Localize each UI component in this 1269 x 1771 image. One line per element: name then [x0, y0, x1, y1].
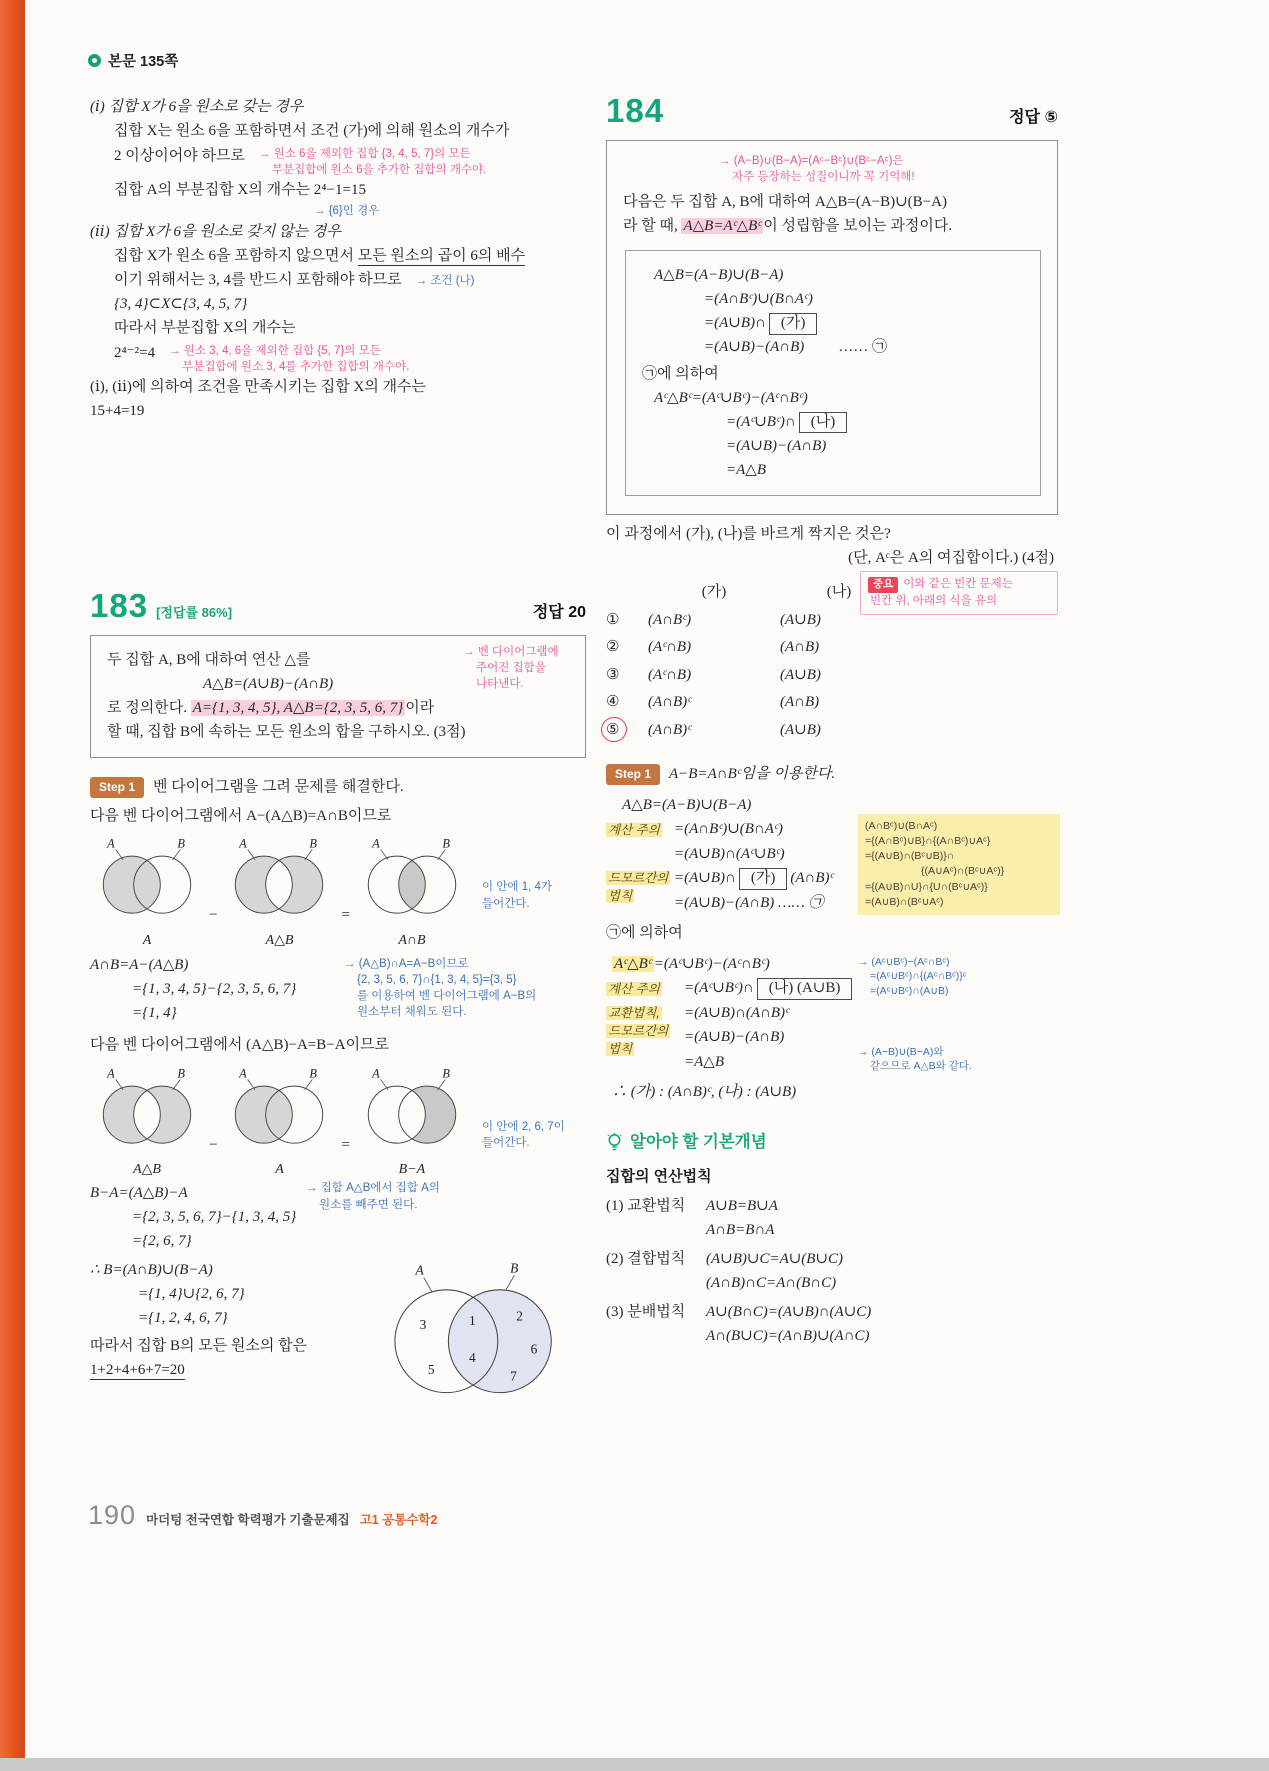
- correct-rate-badge: [정답률 86%]: [156, 604, 233, 620]
- blank-na-answer: (A∪B): [796, 980, 841, 997]
- page-number: 190: [88, 1500, 137, 1530]
- annotation-line: =(Aᶜ∪Bᶜ)∩{(Aᶜ∩Bᶜ)}ᶜ: [870, 970, 967, 983]
- choice-number-circled-answer: ⑤: [606, 719, 648, 742]
- footer-subject-tag: 고1 공통수학2: [359, 1513, 438, 1527]
- eq2-line3: ={2, 6, 7}: [132, 1233, 192, 1250]
- blank-na: (나): [799, 412, 847, 434]
- circle-b-label: B: [442, 1066, 450, 1081]
- label-text: 법칙: [608, 1041, 633, 1056]
- case2-line2: [90, 269, 586, 292]
- label-text: 법칙: [608, 889, 633, 904]
- venn-row-2-intro: 다음 벤 다이어그램에서 (A△B)−A=B−A이므로: [90, 1037, 390, 1054]
- step-1-row: [606, 763, 1058, 786]
- annotation-subtract-a: [306, 1180, 440, 1212]
- venn-diagram-set-a-2: [222, 1065, 336, 1151]
- label-text: 계산 주의: [608, 982, 660, 997]
- problem-number: 183: [90, 586, 149, 624]
- important-text-1: 이와 같은 빈칸 문제는: [903, 578, 1013, 591]
- question-line-2-highlight: A={1, 3, 4, 5}, A△B={2, 3, 5, 6, 7}: [192, 700, 404, 717]
- ynote-line: ={(A∪B)∩U}∩{U∩(Bᶜ∪Aᶜ)}: [865, 880, 988, 893]
- sol-line-1: A△B=(A−B)∪(B−A): [622, 796, 752, 813]
- step-1-badge: Step 1: [90, 777, 144, 798]
- venn-set-a-2: [222, 1065, 336, 1181]
- annotation-line: 이 안에 1, 4가: [482, 881, 553, 894]
- annotation-line: 같으므로 A△B와 같다.: [870, 1060, 972, 1073]
- concept-header: [606, 1130, 1058, 1155]
- solution-conclusion: ∴ (가) : (A∩B)ᶜ, (나) : (A∪B): [612, 1084, 797, 1101]
- case1-line2: 2 이상이어야 하므로: [114, 148, 245, 164]
- venn-diagram-b-minus-a: [355, 1065, 469, 1151]
- question-prompt: 이 과정에서 (가), (나)를 바르게 짝지은 것은?: [606, 525, 891, 542]
- case2-line1-pre: 집합 X가 원소 6을 포함하지 않으면서: [114, 247, 358, 264]
- answer-label: 정답 20: [532, 603, 586, 621]
- venn-caption: A△B: [133, 1162, 161, 1178]
- element-4: 4: [468, 1349, 476, 1365]
- circle-b-label: B: [309, 1066, 318, 1081]
- choice-number: ③: [606, 666, 620, 683]
- annotation-line: 나타낸다.: [476, 678, 524, 691]
- operator-minus: −: [209, 907, 218, 924]
- equations-1: [90, 953, 330, 1027]
- column-na-header: (나): [826, 584, 852, 601]
- venn-diagram-final: [372, 1261, 568, 1405]
- shaded-region-symdiff: [236, 857, 323, 914]
- choice-na: (A∪B): [780, 611, 821, 628]
- column-ga-header: (가): [701, 584, 727, 601]
- derivation-line-4-tail: …… ㉠: [838, 339, 888, 356]
- law-associative-2: (A∩B)∩C=A∩(B∩C): [706, 1275, 837, 1292]
- answer-choices: [606, 578, 1058, 741]
- step-1-badge: Step 1: [606, 764, 660, 785]
- eq3-line3: ={1, 2, 4, 6, 7}: [138, 1309, 228, 1326]
- mid-line: ㉠에 의하여: [606, 925, 683, 942]
- sol-line-3: =(A∪B)∩(Aᶜ∪Bᶜ): [674, 845, 785, 862]
- step-1-row: [90, 776, 586, 799]
- law-distributive-2: A∩(B∪C)=(A∩B)∪(A∩C): [706, 1328, 870, 1345]
- venn-caption: A△B: [265, 932, 294, 948]
- venn-row-2: [90, 1065, 586, 1181]
- venn-caption: A: [142, 932, 152, 948]
- element-6: 6: [530, 1341, 538, 1357]
- ynote-line: (A∩Bᶜ)∪(B∩Aᶜ): [865, 819, 938, 832]
- venn-row-1: [90, 835, 586, 951]
- sol-line-6: [606, 953, 1058, 976]
- answer-label: 정답 ⑤: [1009, 109, 1058, 126]
- ynote-line: ={(A∪B)∩(Bᶜ∪B)}∩: [865, 850, 955, 863]
- case1-title: (ⅰ) 집합 X가 6을 원소로 갖는 경우: [90, 98, 304, 115]
- case2-title: (ⅱ) 집합 X가 6을 원소로 갖지 않는 경우: [90, 223, 341, 240]
- annotation-line: =(Aᶜ∪Bᶜ)∩(A∪B): [870, 985, 949, 998]
- derivation-line-2: =(A∩Bᶜ)∪(B∩Aᶜ): [704, 291, 813, 308]
- case2-line3: {3, 4}⊂X⊂{3, 4, 5, 7}: [114, 295, 248, 312]
- case2-line5-row: [90, 341, 586, 375]
- sol-line-6-eq: =(Aᶜ∪Bᶜ)−(Aᶜ∩Bᶜ): [653, 955, 770, 972]
- venn-diagram-intersection: [355, 835, 469, 921]
- right-column: [606, 94, 1058, 1348]
- ynote-line: {(A∪Aᶜ)∩(Bᶜ∪Aᶜ)}: [921, 865, 1005, 878]
- sum-equation: 1+2+4+6+7=20: [90, 1362, 185, 1379]
- left-column: [90, 94, 586, 1441]
- annotation-alternative-method: [344, 956, 536, 1020]
- problem-183-header: [90, 586, 586, 625]
- annotation-line: → (A−B)∪(B−A)와: [858, 1045, 944, 1058]
- derivation-line-4-text: =(A∪B)−(A∩B): [704, 339, 805, 356]
- annotation-case-6: → {6}인 경우: [314, 205, 380, 218]
- circle-b-label: B: [177, 1066, 185, 1081]
- annotation-elements-2-6-7: [482, 1119, 592, 1151]
- label-text: 계산 주의: [608, 823, 660, 838]
- derivation-box: [625, 250, 1041, 496]
- annotation-line: → (A△B)∩A=A−B이므로: [344, 957, 469, 970]
- law-commutative: [606, 1195, 1058, 1218]
- problem-184-header: [606, 94, 1058, 130]
- venn-b-minus-a: [355, 1065, 469, 1181]
- sol-line-10: =A△B: [684, 1053, 724, 1070]
- question-line-2-highlight: A△B=Aᶜ△Bᶜ: [683, 218, 762, 235]
- annotation-line: 들어간다.: [482, 1137, 530, 1150]
- choice-ga: (A∩B)ᶜ: [648, 721, 692, 738]
- choice-number: ④: [606, 694, 620, 711]
- choice-number: ②: [606, 639, 620, 656]
- law-distributive: [606, 1301, 1058, 1324]
- blank-na-label: (나): [768, 980, 794, 997]
- bullet-ring-icon: [88, 54, 101, 67]
- question-line-2-pre: 라 할 때,: [623, 218, 682, 235]
- law-label: (1) 교환법칙: [606, 1197, 686, 1214]
- problem-184: [606, 94, 1058, 1348]
- eq2-line1: B−A=(A△B)−A: [90, 1185, 188, 1202]
- venn-diagram-set-a: [90, 835, 204, 921]
- question-equation: A△B=(A∪B)−(A∩B): [203, 676, 334, 693]
- element-2: 2: [516, 1308, 523, 1324]
- venn-caption: A∩B: [398, 932, 426, 948]
- important-badge: 중요: [868, 577, 898, 593]
- venn-intersection: [355, 835, 469, 951]
- case2-line1-underlined: 모든 원소의 곱이 6의 배수: [357, 247, 526, 264]
- circle-a-label: A: [372, 1066, 380, 1081]
- annotation-line: 자주 등장하는 성질이니까 꼭 기억해!: [732, 171, 915, 184]
- ynote-line: ={(A∩Bᶜ)∪B}∩{(A∩Bᶜ)∪Aᶜ}: [865, 834, 991, 847]
- conclusion-line-1: 따라서 집합 B의 모든 원소의 합은: [90, 1338, 308, 1355]
- solution-previous-problem: [90, 96, 586, 423]
- shaded-region-symdiff: [103, 1086, 190, 1143]
- question-line-1: 다음은 두 집합 A, B에 대하여 A△B=(A−B)∪(B−A): [623, 194, 947, 211]
- derivation-line-7-text: =(Aᶜ∪Bᶜ)∩: [726, 413, 796, 430]
- annotation-subsets-with-3-4: [169, 343, 409, 375]
- element-7: 7: [510, 1368, 517, 1384]
- circle-a-label: A: [239, 837, 248, 852]
- annotation-line: → 원소 3, 4, 6을 제외한 집합 {5, 7}의 모든: [169, 344, 381, 357]
- annotation-line: 원소를 빼주면 된다.: [319, 1198, 418, 1211]
- step-1-text: A−B=A∩Bᶜ임을 이용한다.: [669, 766, 836, 783]
- equations-block-1: [90, 953, 586, 1027]
- page-header: [88, 50, 178, 71]
- annotation-elements-1-4: [482, 879, 592, 911]
- law-label: (2) 결합법칙: [606, 1250, 686, 1267]
- derivation-line-6: Aᶜ△Bᶜ=(Aᶜ∪Bᶜ)−(Aᶜ∩Bᶜ): [654, 389, 808, 406]
- question-line-2: [623, 215, 1043, 238]
- element-1: 1: [468, 1312, 476, 1328]
- label-text: 드모르간의: [608, 871, 669, 886]
- annotation-condition-na: → 조건 (나): [415, 274, 475, 287]
- sol-line-7-eq: =(Aᶜ∪Bᶜ)∩: [684, 980, 754, 997]
- derivation-line-9: =A△B: [726, 461, 766, 478]
- law-formula: (A∪B)∪C=A∪(B∪C): [706, 1250, 844, 1267]
- annotation-line: → 원소 6을 제외한 집합 {3, 4, 5, 7}의 모든: [258, 147, 471, 160]
- lightbulb-icon: [606, 1132, 623, 1152]
- circle-b-label: B: [177, 837, 185, 852]
- circle-a-label: A: [372, 837, 380, 852]
- question-line-3: 할 때, 집합 B에 속하는 모든 원소의 합을 구하시오. (3점): [107, 724, 466, 741]
- circle-a-label: A: [239, 1066, 248, 1081]
- label-calculation-caution-2: [606, 980, 676, 998]
- blank-ga-filled: (가): [739, 868, 787, 890]
- choice-na: (A∪B): [780, 721, 821, 738]
- circle-a-label: A: [415, 1262, 424, 1278]
- equations-block-2: [90, 1182, 586, 1253]
- problem-183: [90, 586, 586, 1441]
- annotation-line: 부분집합에 원소 3, 4를 추가한 집합의 개수야.: [182, 360, 410, 373]
- annotation-line: 들어간다.: [482, 897, 530, 910]
- law-associative: [606, 1248, 1058, 1271]
- annotation-venn-sets: [463, 644, 575, 692]
- page-spine-stripe: [0, 0, 25, 1771]
- choice-row-4: [606, 691, 1058, 714]
- case2-line2-text: 이기 위해서는 3, 4를 반드시 포함해야 하므로: [114, 271, 402, 288]
- derivation-line-7: [642, 411, 1024, 434]
- annotation-line: → 집합 A△B에서 집합 A의: [306, 1182, 440, 1195]
- circle-b-label: B: [510, 1260, 519, 1276]
- element-3: 3: [419, 1316, 427, 1332]
- venn-final: [372, 1261, 568, 1413]
- derivation-line-5: ㉠에 의하여: [642, 365, 719, 382]
- annotation-subsets-with-6: [259, 146, 486, 178]
- annotation-line: → (Aᶜ∪Bᶜ)−(Aᶜ∩Bᶜ): [858, 955, 950, 968]
- concept-subtitle: 집합의 연산법칙: [606, 1168, 712, 1186]
- annotation-property-reminder: [623, 153, 1043, 185]
- sol-line-2: [606, 818, 1058, 841]
- problem-184-question-box: [606, 140, 1058, 515]
- circle-a-label: A: [107, 1066, 115, 1081]
- venn-symmetric-difference: [222, 835, 336, 951]
- element-5: 5: [427, 1362, 435, 1378]
- eq2-line2: ={2, 3, 5, 6, 7}−{1, 3, 4, 5}: [132, 1209, 297, 1226]
- choice-number: ①: [606, 611, 620, 628]
- problem-183-question-box: [90, 635, 586, 759]
- law-commutative-2: A∩B=B∩A: [706, 1222, 775, 1239]
- concept-title: 알아야 할 기본개념: [630, 1132, 767, 1151]
- choice-na: (A∪B): [780, 666, 821, 683]
- page-bottom-edge: [0, 1758, 1269, 1771]
- question-line-2-post: 이 성립함을 보이는 과정이다.: [763, 218, 953, 235]
- sol-line-2-eq: =(A∩Bᶜ)∪(B∩Aᶜ): [674, 821, 783, 838]
- question-line-2: [107, 697, 571, 720]
- sol-line-9: =(A∪B)−(A∩B): [684, 1029, 785, 1046]
- page-header-label: 본문 135쪽: [108, 54, 179, 70]
- circle-a-label: A: [107, 837, 115, 852]
- blank-na-filled: [757, 978, 853, 1000]
- question-line-2-pre: 로 정의한다.: [107, 700, 191, 717]
- page-footer: [88, 1500, 437, 1531]
- case2-line1: [90, 245, 586, 268]
- venn-caption: B−A: [398, 1162, 426, 1178]
- blank-ga-answer: (A∩B)ᶜ: [790, 870, 834, 887]
- annotation-line: 주어진 집합을: [476, 662, 546, 675]
- operator-minus: −: [209, 1136, 218, 1153]
- law-formula: A∪B=B∪A: [706, 1197, 778, 1214]
- circle-b-label: B: [442, 837, 450, 852]
- venn-diagram-sym-diff: [222, 835, 336, 921]
- law-formula: A∪(B∩C)=(A∪B)∩(A∪C): [706, 1303, 872, 1320]
- concept-box: [606, 1130, 1058, 1348]
- label-calculation-caution: [606, 821, 676, 839]
- annotation-line: 원소부터 채워도 된다.: [357, 1006, 467, 1019]
- venn-diagram-sym-diff-2: [90, 1065, 204, 1151]
- eq1-line1: A∩B=A−(A△B): [90, 957, 189, 974]
- important-note: [860, 571, 1058, 615]
- annotation-line: → 벤 다이어그램에: [463, 645, 559, 658]
- eq3-line2: ={1, 4}∪{2, 6, 7}: [138, 1285, 245, 1302]
- important-text-2: 빈칸 위, 아래의 식을 유의: [870, 595, 998, 608]
- operator-equals: =: [341, 907, 350, 924]
- annotation-line: 를 이용하여 벤 다이어그램에 A−B의: [357, 990, 537, 1003]
- question-line-1: 두 집합 A, B에 대하여 연산 △를: [107, 652, 311, 669]
- derivation-line-1: A△B=(A−B)∪(B−A): [654, 267, 784, 284]
- venn-row-1-intro: 다음 벤 다이어그램에서 A−(A△B)=A∩B이므로: [90, 807, 392, 824]
- annotation-line: → (A−B)∪(B−A)=(Aᶜ−Bᶜ)∪(Bᶜ−Aᶜ)은: [719, 155, 904, 167]
- choice-row-5-correct: [606, 719, 1058, 742]
- sol-line-6-highlight: Aᶜ△Bᶜ: [614, 955, 652, 972]
- operator-equals: =: [341, 1136, 350, 1153]
- problem-number: 184: [606, 92, 665, 129]
- blank-ga: (가): [769, 313, 817, 335]
- eq1-line3: ={1, 4}: [132, 1005, 177, 1022]
- sol-line-7: [606, 977, 1058, 1000]
- eq1-line2: ={1, 3, 4, 5}−{2, 3, 5, 6, 7}: [132, 981, 297, 998]
- question-line-2-post: 이라: [405, 700, 435, 717]
- circle-b-label: B: [309, 837, 318, 852]
- label-text: 교환법칙,: [608, 1005, 660, 1020]
- eq3-line1: ∴ B=(A∩B)∪(B−A): [90, 1261, 213, 1278]
- annotation-line: 부분집합에 원소 6을 추가한 집합의 개수야.: [271, 163, 487, 176]
- step-1-text: 벤 다이어그램을 그려 문제를 해결한다.: [153, 779, 404, 796]
- choice-ga: (A∩Bᶜ): [648, 611, 692, 628]
- venn-caption: A: [275, 1162, 284, 1178]
- conclusion-block: [90, 1259, 586, 1441]
- case2-line5: 2⁴⁻²=4: [114, 345, 156, 362]
- case1-line1: 집합 X는 원소 6을 포함하면서 조건 (가)에 의해 원소의 개수가: [114, 122, 510, 139]
- footer-book-title: 마더텅 전국연합 학력평가 기출문제집: [146, 1513, 350, 1527]
- sol-line-8-eq: =(A∪B)∩(A∩B)ᶜ: [684, 1004, 789, 1021]
- prev-conclusion-2: 15+4=19: [90, 403, 145, 420]
- derivation-line-3-text: =(A∪B)∩: [704, 315, 766, 332]
- choice-ga: (Aᶜ∩B): [648, 666, 692, 683]
- venn-symmetric-difference-2: [90, 1065, 204, 1181]
- choice-ga: (Aᶜ∩B): [648, 639, 692, 656]
- derivation-line-4: [642, 336, 1024, 359]
- sol-line-4-eq: =(A∪B)∩: [674, 870, 736, 887]
- question-condition: (단, Aᶜ은 A의 여집합이다.) (4점): [848, 549, 1054, 566]
- sol-line-5: =(A∪B)−(A∩B) …… ㉠: [674, 894, 824, 911]
- choice-row-3: [606, 664, 1058, 687]
- annotation-line: {2, 3, 5, 6, 7}∩{1, 3, 4, 5}={3, 5}: [357, 974, 517, 987]
- annotation-line: 이 안에 2, 6, 7이: [482, 1120, 565, 1133]
- choice-na: (A∩B): [780, 694, 820, 711]
- ynote-line: =(A∪B)∩(Bᶜ∪Aᶜ): [865, 895, 944, 908]
- label-text: 드모르간의: [608, 1023, 669, 1038]
- derivation-line-8: =(A∪B)−(A∩B): [726, 437, 827, 454]
- solution-block-2: [606, 953, 1058, 1074]
- law-label: (3) 분배법칙: [606, 1303, 686, 1320]
- choice-ga: (A∩B)ᶜ: [648, 694, 692, 711]
- choice-row-2: [606, 636, 1058, 659]
- venn-set-a: [90, 835, 204, 951]
- case1-line3: 집합 A의 부분집합 X의 개수는 2⁴−1=15: [114, 182, 366, 199]
- case2-line4: 따라서 부분집합 X의 개수는: [114, 319, 296, 336]
- choice-na: (A∩B): [780, 639, 820, 656]
- derivation-line-3: [642, 312, 1024, 335]
- prev-conclusion-1: (ⅰ), (ⅱ)에 의하여 조건을 만족시키는 집합 X의 개수는: [90, 379, 427, 396]
- solution-block-1: [606, 794, 1058, 915]
- case1-line2-row: [90, 144, 586, 178]
